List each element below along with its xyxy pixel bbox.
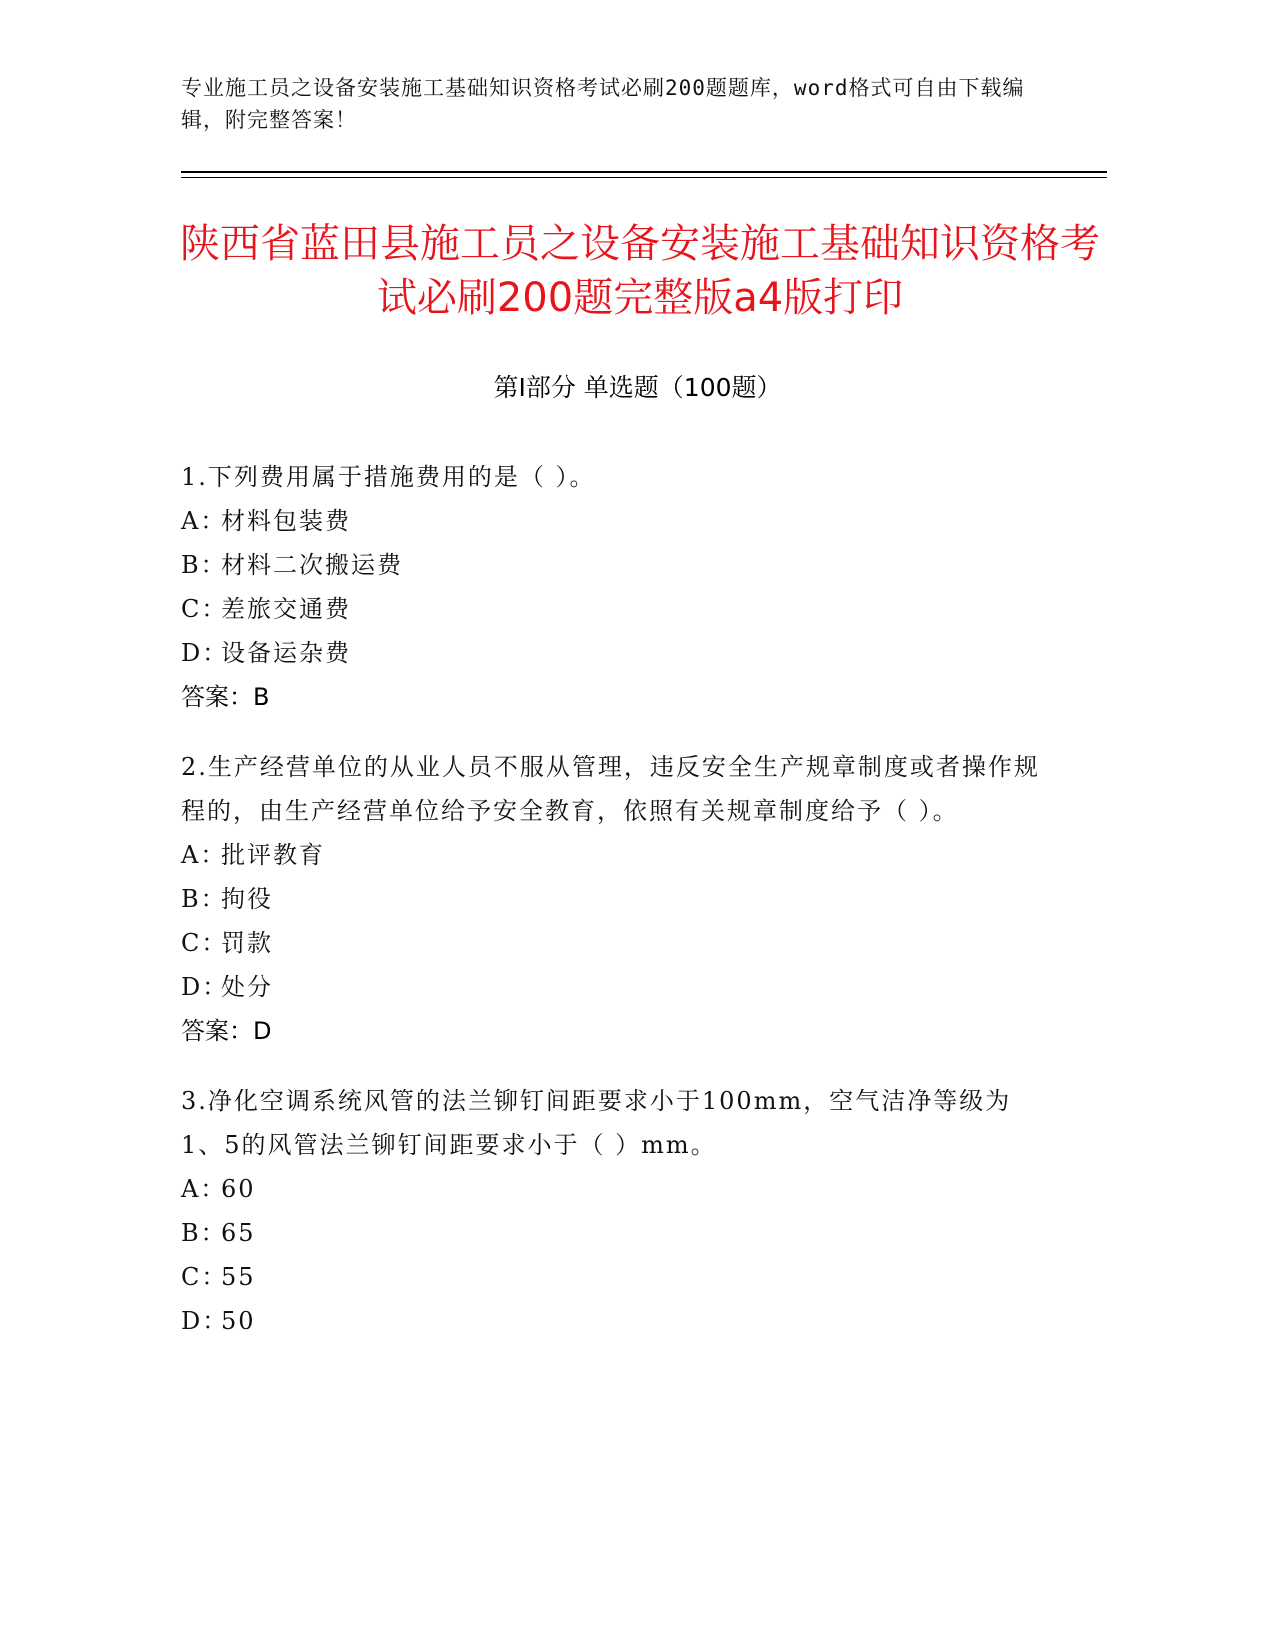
option-text: 55 xyxy=(221,1263,256,1291)
option-b xyxy=(181,543,1041,587)
option-d xyxy=(181,965,1041,1009)
option-text: 差旅交通费 xyxy=(221,595,351,623)
option-key: B： xyxy=(181,551,227,579)
option-a xyxy=(181,499,1041,543)
option-key: D： xyxy=(181,639,229,667)
option-key: A： xyxy=(181,507,227,535)
header-note: 专业施工员之设备安装施工基础知识资格考试必刷200题题库，word格式可自由下载编辑，附完整答案！ xyxy=(181,76,1025,132)
option-text: 罚款 xyxy=(221,929,273,957)
option-d xyxy=(181,1299,1041,1343)
option-text: 批评教育 xyxy=(221,841,325,869)
header-divider-thin xyxy=(181,177,1107,178)
option-key: C： xyxy=(181,929,228,957)
option-key: D： xyxy=(181,973,229,1001)
question-2 xyxy=(181,745,1041,1053)
header-divider-thick xyxy=(181,171,1107,173)
option-key: C： xyxy=(181,1263,228,1291)
option-key: A： xyxy=(181,841,227,869)
question-stem: 1.下列费用属于措施费用的是（ ）。 xyxy=(181,463,596,491)
option-d xyxy=(181,631,1041,675)
option-text: 65 xyxy=(221,1219,256,1247)
option-text: 材料包装费 xyxy=(221,507,351,535)
question-stem: 3.净化空调系统风管的法兰铆钉间距要求小于100mm，空气洁净等级为1、5的风管法兰铆钉间距要求小于（ ）mm。 xyxy=(181,1087,1012,1159)
option-key: A： xyxy=(181,1175,227,1203)
question-stem: 2.生产经营单位的从业人员不服从管理，违反安全生产规章制度或者操作规程的，由生产经营单位给予安全教育，依照有关规章制度给予（ ）。 xyxy=(181,753,1040,825)
question-1 xyxy=(181,455,1041,719)
option-key: B： xyxy=(181,885,227,913)
option-a xyxy=(181,1167,1041,1211)
document-title: 陕西省蓝田县施工员之设备安装施工基础知识资格考试必刷200题完整版a4版打印 xyxy=(180,221,1100,321)
option-text: 60 xyxy=(221,1175,256,1203)
option-text: 拘役 xyxy=(221,885,273,913)
answer-line: 答案：D xyxy=(181,1017,272,1045)
option-b xyxy=(181,877,1041,921)
option-text: 处分 xyxy=(221,973,273,1001)
question-list xyxy=(181,455,1041,1369)
option-text: 50 xyxy=(221,1307,256,1335)
option-key: D： xyxy=(181,1307,229,1335)
option-key: B： xyxy=(181,1219,227,1247)
option-c xyxy=(181,587,1041,631)
option-key: C： xyxy=(181,595,228,623)
section-heading: 第Ⅰ部分 单选题（100题） xyxy=(493,373,782,402)
option-c xyxy=(181,921,1041,965)
option-c xyxy=(181,1255,1041,1299)
question-3 xyxy=(181,1079,1041,1343)
option-a xyxy=(181,833,1041,877)
answer-line: 答案：B xyxy=(181,683,270,711)
option-text: 设备运杂费 xyxy=(221,639,351,667)
option-text: 材料二次搬运费 xyxy=(221,551,403,579)
option-b xyxy=(181,1211,1041,1255)
